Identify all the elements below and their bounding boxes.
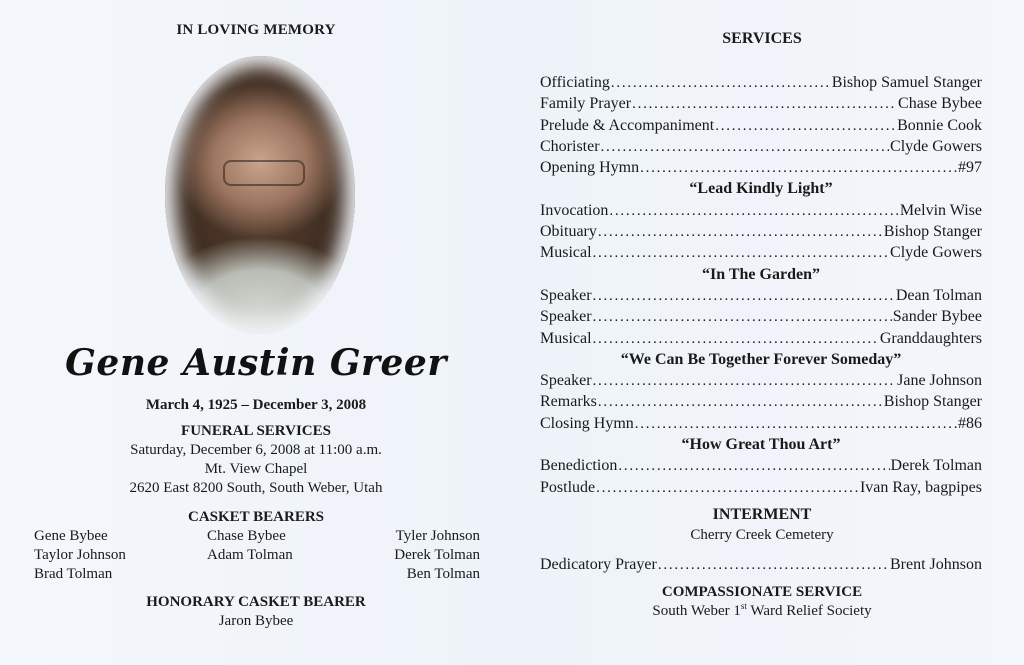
program-role: Invocation <box>540 201 609 219</box>
relief-society-text: South Weber 1 <box>652 603 741 619</box>
funeral-location-line: Mt. View Chapel <box>204 461 308 477</box>
ordinal-suffix: st <box>740 601 747 611</box>
casket-bearers-heading: CASKET BEARERS <box>187 509 325 525</box>
bearers-column-3 <box>394 527 480 584</box>
bearer-name: Adam Tolman <box>207 547 293 563</box>
casket-bearers-list <box>34 527 480 587</box>
program-role: Officiating <box>540 74 610 91</box>
program-participant: Ivan Ray, bagpipes <box>859 478 982 496</box>
program-row <box>540 328 982 349</box>
program-participant: Clyde Gowers <box>890 244 982 262</box>
dot-leader <box>593 328 879 350</box>
program-participant: Bishop Stanger <box>883 223 982 241</box>
interment-block <box>512 505 1012 545</box>
dot-leader <box>611 72 831 94</box>
program-role: Postlude <box>540 478 596 496</box>
dot-leader <box>593 306 892 328</box>
bearer-name: Taylor Johnson <box>34 547 126 563</box>
bearer-name: Brad Tolman <box>34 566 113 582</box>
dot-leader <box>598 221 883 243</box>
honorary-bearer-block <box>0 593 512 631</box>
dot-leader <box>596 477 859 499</box>
compassionate-service-heading: COMPASSIONATE SERVICE <box>661 584 863 600</box>
program-participant: Bishop Samuel Stanger <box>831 74 982 91</box>
program-role: Speaker <box>540 372 592 390</box>
program-participant: Sander Bybee <box>892 308 982 326</box>
program-role: Family Prayer <box>540 95 632 113</box>
program-row <box>540 115 982 136</box>
program-row <box>540 285 982 306</box>
program-role: Speaker <box>540 286 592 304</box>
life-dates: March 4, 1925 – December 3, 2008 <box>145 397 367 413</box>
interment-heading: INTERMENT <box>712 506 812 523</box>
program-participant: Derek Tolman <box>890 457 982 475</box>
funeral-services-block <box>0 422 512 498</box>
program-row <box>540 391 982 412</box>
honorary-bearer-name: Jaron Bybee <box>218 613 294 629</box>
program-participant: Jane Johnson <box>897 372 982 390</box>
dot-leader <box>635 413 957 435</box>
program-role: Obituary <box>540 223 597 241</box>
program-role: Musical <box>540 244 592 262</box>
right-panel <box>512 0 1024 665</box>
bearers-column-1 <box>34 527 126 584</box>
program-row <box>540 200 982 221</box>
dot-leader <box>715 115 896 137</box>
program-participant: #86 <box>958 414 982 432</box>
deceased-name: Gene Austin Greer <box>65 342 447 384</box>
dot-leader <box>618 455 889 477</box>
program-row <box>540 93 982 114</box>
program-row <box>540 455 982 476</box>
program-participant: Brent Johnson <box>890 556 982 573</box>
program-participant: Bonnie Cook <box>897 116 982 134</box>
interment-place: Cherry Creek Cemetery <box>690 527 834 543</box>
dot-leader <box>632 93 897 115</box>
dedicatory-prayer-row <box>540 554 982 575</box>
relief-society-text-end: Ward Relief Society <box>746 603 872 619</box>
program-row <box>540 413 982 434</box>
program-participant: Dean Tolman <box>895 286 982 304</box>
program-role: Speaker <box>540 308 592 326</box>
program-row <box>540 306 982 327</box>
funeral-services-heading: FUNERAL SERVICES <box>181 423 331 439</box>
bearer-name: Gene Bybee <box>34 528 108 544</box>
program-role: Dedicatory Prayer <box>540 556 657 573</box>
bearers-column-2 <box>207 527 293 565</box>
program-participant: Bishop Stanger <box>883 393 982 411</box>
program-role: Benediction <box>540 457 618 475</box>
hymn-title: “How Great Thou Art” <box>681 436 841 454</box>
funeral-address-line: 2620 East 8200 South, South Weber, Utah <box>129 480 383 496</box>
bearer-name: Chase Bybee <box>207 528 286 544</box>
program-role: Prelude & Accompaniment <box>540 116 715 134</box>
hymn-title: “In The Garden” <box>702 265 820 283</box>
dot-leader <box>593 242 889 264</box>
program-row <box>540 72 982 93</box>
dot-leader <box>658 554 889 576</box>
program-row <box>540 136 982 157</box>
bearer-name: Tyler Johnson <box>395 528 480 544</box>
in-loving-memory-heading: IN LOVING MEMORY <box>176 22 336 38</box>
dot-leader <box>609 200 898 222</box>
program-participant: Melvin Wise <box>899 201 982 219</box>
program-role: Closing Hymn <box>540 414 634 432</box>
program-role: Musical <box>540 329 592 347</box>
program-participant: #97 <box>958 159 982 177</box>
casket-bearers-heading-block <box>0 508 512 527</box>
program-role: Chorister <box>540 137 600 155</box>
dot-leader <box>640 157 957 179</box>
program-role: Opening Hymn <box>540 159 640 177</box>
program-role: Remarks <box>540 393 597 411</box>
bearer-name: Derek Tolman <box>394 547 480 563</box>
program-row <box>540 242 982 263</box>
portrait-photo <box>165 56 355 334</box>
program-participant: Granddaughters <box>879 329 982 347</box>
hymn-title: “We Can Be Together Forever Someday” <box>620 350 902 368</box>
compassionate-service-line <box>512 602 1012 621</box>
program-participant: Clyde Gowers <box>890 137 982 155</box>
dot-leader <box>598 391 883 413</box>
services-heading: SERVICES <box>722 30 802 47</box>
bearer-name: Ben Tolman <box>406 566 480 582</box>
dot-leader <box>601 136 889 158</box>
hymn-title: “Lead Kindly Light” <box>689 180 833 198</box>
honorary-bearer-heading: HONORARY CASKET BEARER <box>146 594 366 610</box>
compassionate-service-block <box>512 583 1012 621</box>
program-row <box>540 477 982 498</box>
program-list <box>540 72 982 498</box>
dot-leader <box>593 370 897 392</box>
funeral-date-line: Saturday, December 6, 2008 at 11:00 a.m. <box>130 442 382 458</box>
program-row <box>540 221 982 242</box>
dot-leader <box>593 285 895 307</box>
program-row <box>540 370 982 391</box>
program-row <box>540 157 982 178</box>
program-participant: Chase Bybee <box>898 95 982 113</box>
